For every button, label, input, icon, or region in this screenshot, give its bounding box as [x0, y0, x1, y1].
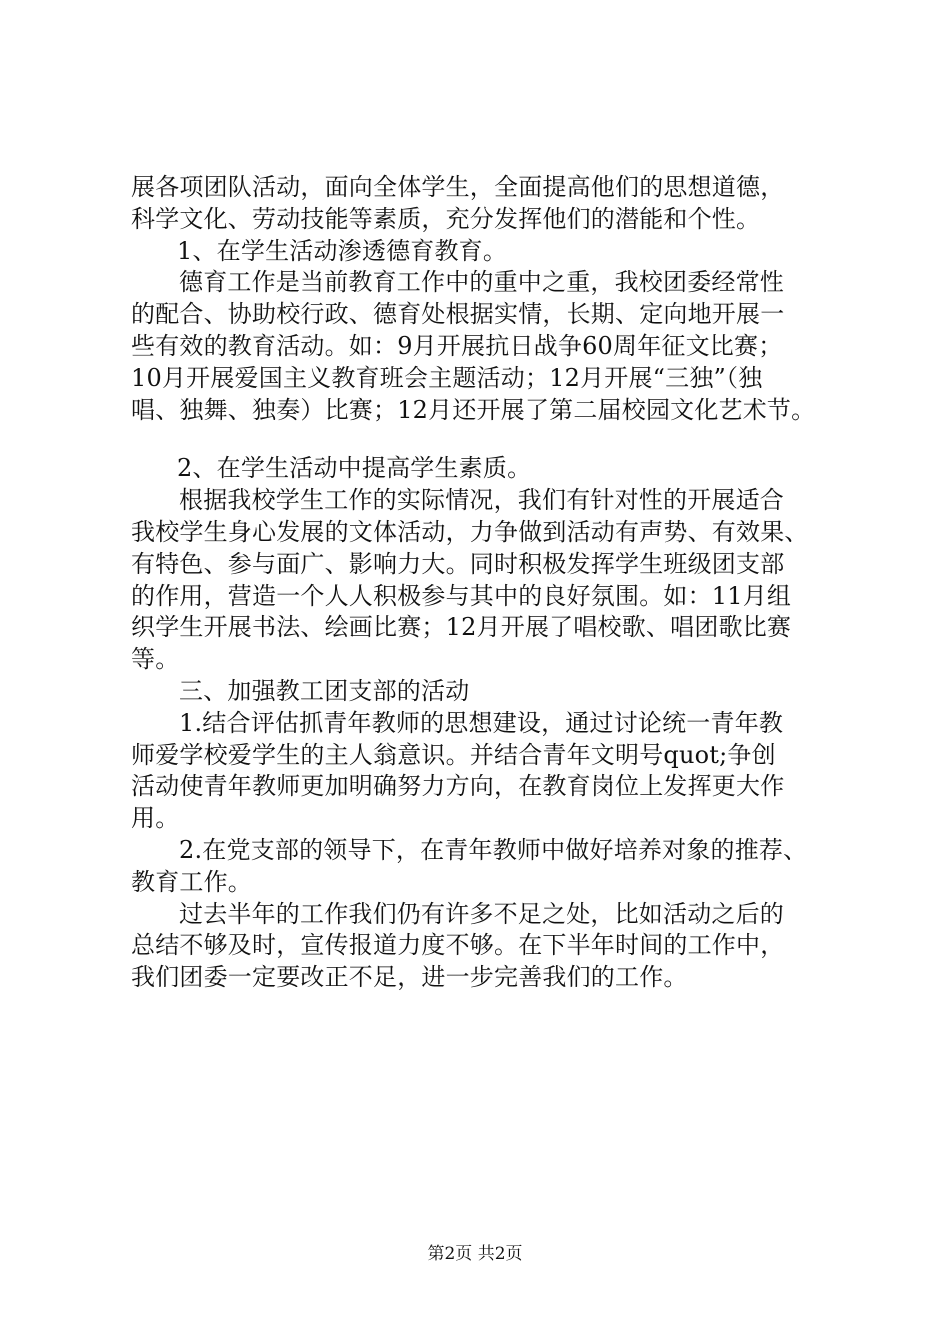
text-line: 总结不够及时，宣传报道力度不够。在下半年时间的工作中， [131, 931, 785, 960]
text-line: 10月开展爱国主义教育班会主题活动；12月开展“三独”（独 [131, 363, 763, 392]
text-line: 等。 [131, 645, 180, 674]
text-line: 活动使青年教师更加明确努力方向，在教育岗位上发挥更大作 [131, 772, 785, 801]
text-line: 织学生开展书法、绘画比赛；12月开展了唱校歌、唱团歌比赛 [131, 613, 792, 642]
text-line: 根据我校学生工作的实际情况，我们有针对性的开展适合 [179, 486, 784, 515]
text-line: 的配合、协助校行政、德育处根据实情，长期、定向地开展一 [131, 300, 785, 329]
text-line: 2.在党支部的领导下，在青年教师中做好培养对象的推荐、 [179, 835, 808, 864]
text-line: 用。 [131, 804, 180, 833]
text-line: 展各项团队活动，面向全体学生，全面提高他们的思想道德， [131, 173, 785, 201]
text-line: 我们团委一定要改正不足，进一步完善我们的工作。 [131, 963, 688, 992]
text-line: 1、在学生活动渗透德育教育。 [177, 236, 508, 265]
text-line: 些有效的教育活动。如：9月开展抗日战争60周年征文比赛； [131, 331, 783, 360]
text-line: 科学文化、劳动技能等素质，充分发挥他们的潜能和个性。 [131, 204, 761, 233]
text-line: 教育工作。 [131, 867, 252, 896]
text-line: 的作用，营造一个人人积极参与其中的良好氛围。如：11月组 [131, 581, 792, 610]
text-line: 我校学生身心发展的文体活动，力争做到活动有声势、有效果、 [131, 517, 809, 546]
page-number-footer: 第2页 共2页 [427, 1244, 523, 1264]
text-line: 过去半年的工作我们仍有许多不足之处，比如活动之后的 [179, 899, 784, 928]
text-line: 2、在学生活动中提高学生素质。 [177, 454, 532, 483]
paragraph-gap [131, 426, 851, 453]
document-body [131, 172, 851, 994]
section-heading: 三、加强教工团支部的活动 [179, 676, 470, 705]
text-line: 师爱学校爱学生的主人翁意识。并结合青年文明号quot;争创 [131, 740, 776, 769]
text-line: 1.结合评估抓青年教师的思想建设，通过讨论统一青年教 [179, 708, 784, 737]
text-line: 有特色、参与面广、影响力大。同时积极发挥学生班级团支部 [131, 549, 785, 578]
text-line: 德育工作是当前教育工作中的重中之重，我校团委经常性 [179, 268, 784, 297]
text-line: 唱、独舞、独奏）比赛；12月还开展了第二届校园文化艺术节。 [131, 395, 816, 424]
